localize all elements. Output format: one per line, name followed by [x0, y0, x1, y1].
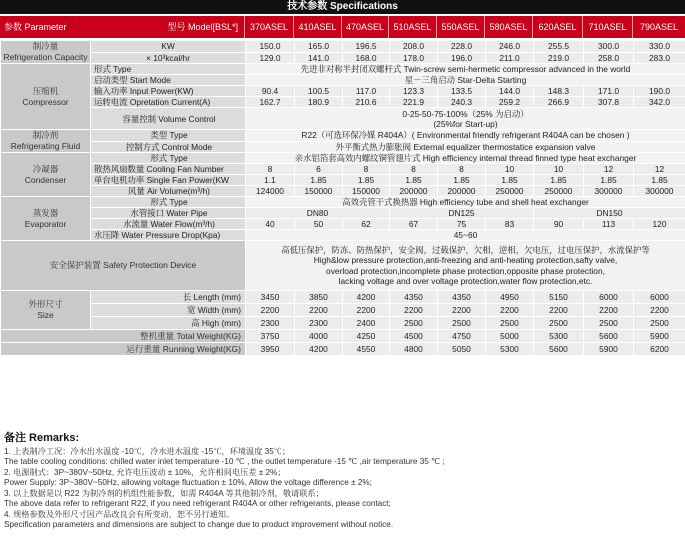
header-model-label: 型号 Model[BSL*] — [167, 22, 238, 32]
cell-value: 4350 — [390, 291, 438, 304]
cell-value: 1.1 — [246, 175, 295, 186]
cell-value: 210.6 — [343, 97, 390, 108]
cell-value: 4550 — [343, 343, 390, 356]
cell-value: 3950 — [246, 343, 295, 356]
cell-value: 8 — [390, 164, 438, 175]
row-label: 形式 Type — [91, 197, 246, 208]
cell-value: 1.85 — [584, 175, 634, 186]
cell-value: 240.3 — [438, 97, 486, 108]
cell-value: 2500 — [634, 317, 685, 330]
cell-value: 1.85 — [534, 175, 584, 186]
span-value: 星－三角启动 Star-Delta Starting — [246, 75, 685, 86]
cell-value: 4200 — [343, 291, 390, 304]
cell-value: 5050 — [438, 343, 486, 356]
cell-value: 1.85 — [634, 175, 685, 186]
cell-value: 2200 — [438, 304, 486, 317]
span-value: 45~60 — [246, 230, 685, 241]
cell-value: 4950 — [486, 291, 534, 304]
cell-value: 12 — [634, 164, 685, 175]
safety-line: lacking voltage and over voltage protection,water flow protection,etc. — [338, 276, 593, 286]
row-label: 整机重量 Total Weight(KG) — [1, 330, 246, 343]
cell-value: 168.0 — [343, 52, 390, 64]
row-label: 运行重量 Running Weight(KG) — [1, 343, 246, 356]
unit-kw: KW — [91, 41, 246, 53]
remark-line: The above data refer to refrigerant R22, if you need refrigerant R404A or other refrigerants, please contact; — [4, 499, 391, 508]
category-condenser: 冷凝器 Condenser — [1, 153, 91, 197]
row-label: 单台电机功率 Single Fan Power(KW — [91, 175, 246, 186]
model-header: 410ASEL — [294, 16, 342, 38]
cell-value: 12 — [584, 164, 634, 175]
row-label: 运转电流 Opretation Current(A) — [91, 97, 246, 108]
span-value — [246, 108, 685, 130]
span-value: 外平衡式热力膨胀阀 External equalizer thermostatice expansion valve — [246, 141, 685, 153]
cell-value: 219.0 — [534, 52, 584, 64]
cell-value: 150000 — [343, 186, 390, 197]
cell-value: 62 — [343, 219, 390, 230]
cell-value: 2500 — [584, 317, 634, 330]
span-value: DN80 — [246, 208, 390, 219]
remarks-section — [4, 433, 682, 531]
cell-value: 83 — [486, 219, 534, 230]
model-header: 580ASEL — [485, 16, 533, 38]
row-label: 形式 Type — [91, 64, 246, 75]
volume-line-2: (25%for Start-up) — [433, 118, 498, 129]
cell-value: 250000 — [534, 186, 584, 197]
row-label: 宽 Width (mm) — [91, 304, 246, 317]
row-label: 形式 Type — [91, 153, 246, 164]
header-parameter — [0, 16, 245, 38]
cell-value: 50 — [295, 219, 343, 230]
page-title: 技术参数 Specifications — [0, 0, 685, 14]
cell-value: 200000 — [390, 186, 438, 197]
cell-value: 283.0 — [634, 52, 685, 64]
cell-value: 200000 — [438, 186, 486, 197]
span-value: 先进非对称半封闭双螺杆式 Twin-screw semi-hermetic compressor advanced in the world — [246, 64, 685, 75]
cell-value: 2200 — [246, 304, 295, 317]
cell-value: 2400 — [343, 317, 390, 330]
cell-value: 123.3 — [390, 86, 438, 97]
cell-value: 150.0 — [246, 41, 295, 53]
cell-value: 190.0 — [634, 86, 685, 97]
cell-value: 5900 — [634, 330, 685, 343]
cell-value: 307.8 — [584, 97, 634, 108]
cell-value: 5150 — [534, 291, 584, 304]
table-header — [0, 16, 685, 38]
cell-value: 40 — [246, 219, 295, 230]
row-label: 输入功率 Input Power(KW) — [91, 86, 246, 97]
cell-value: 5600 — [534, 343, 584, 356]
cell-value: 10 — [534, 164, 584, 175]
cell-value: 5900 — [584, 343, 634, 356]
span-value: 高效壳管干式换热器 High efficiency tube and shell heat exchanger — [246, 197, 685, 208]
cell-value: 6000 — [584, 291, 634, 304]
cell-value: 342.0 — [634, 97, 685, 108]
model-header: 470ASEL — [342, 16, 389, 38]
cell-value: 100.5 — [295, 86, 343, 97]
cell-value: 5300 — [534, 330, 584, 343]
safety-line: High&low pressure protection,anti-freezing and anti-heating protection,safty valve, — [313, 255, 618, 265]
row-label: 启动类型 Start Mode — [91, 75, 246, 86]
category-refrigeration: 制冷量 Refrigeration Capacity — [1, 41, 91, 64]
cell-value: 4500 — [390, 330, 438, 343]
category-size: 外形尺寸 Size — [1, 291, 91, 330]
cell-value: 67 — [390, 219, 438, 230]
model-header: 790ASEL — [639, 22, 679, 32]
cell-value: 8 — [438, 164, 486, 175]
cell-value: 5300 — [486, 343, 534, 356]
cell-value: 1.85 — [390, 175, 438, 186]
remark-line: 2. 电源制式：3P~380V~50Hz, 允许电压波动 ± 10%，允许相间电压差 ± 2%； — [4, 467, 286, 477]
row-label: 风量 Air Volume(m³/h) — [91, 186, 246, 197]
cell-value: 2200 — [390, 304, 438, 317]
cell-value: 221.9 — [390, 97, 438, 108]
row-label: 水压降 Water Pressure Drop(Kpa) — [91, 230, 246, 241]
spec-table — [0, 40, 685, 356]
cell-value: 4000 — [295, 330, 343, 343]
cell-value: 228.0 — [438, 41, 486, 53]
row-label: 控制方式 Control Mode — [91, 141, 246, 153]
cell-value: 171.0 — [584, 86, 634, 97]
cell-value: 4200 — [295, 343, 343, 356]
cell-value: 165.0 — [295, 41, 343, 53]
row-label: 容量控制 Volume Control — [91, 108, 246, 130]
cell-value: 133.5 — [438, 86, 486, 97]
cell-value: 4350 — [438, 291, 486, 304]
cell-value: 2300 — [295, 317, 343, 330]
cell-value: 208.0 — [390, 41, 438, 53]
cell-value: 2500 — [486, 317, 534, 330]
category-fluid: 制冷剂 Refrigerating Fluid — [1, 130, 91, 153]
cell-value: 1.85 — [438, 175, 486, 186]
row-label: 高 High (mm) — [91, 317, 246, 330]
row-label: 类型 Type — [91, 130, 246, 142]
cell-value: 144.0 — [486, 86, 534, 97]
cell-value: 2500 — [390, 317, 438, 330]
row-label: 散热风扇数量 Cooling Fan Number — [91, 164, 246, 175]
cell-value: 2500 — [438, 317, 486, 330]
cell-value: 211.0 — [486, 52, 534, 64]
cell-value: 6200 — [634, 343, 685, 356]
cell-value: 2200 — [486, 304, 534, 317]
volume-line-1: 0-25-50-75-100%（25% 为启动） — [402, 108, 529, 119]
cell-value: 75 — [438, 219, 486, 230]
cell-value: 90 — [534, 219, 584, 230]
cell-value: 196.0 — [438, 52, 486, 64]
model-header: 620ASEL — [533, 16, 583, 38]
cell-value: 2500 — [534, 317, 584, 330]
cell-value: 330.0 — [634, 41, 685, 53]
cell-value: 2200 — [634, 304, 685, 317]
cell-value: 8 — [246, 164, 295, 175]
span-value: 亲水铝箔套高效内螺纹铜管翅片式 High efficiency internal thread finned type heat exchanger — [246, 153, 685, 164]
cell-value: 129.0 — [246, 52, 295, 64]
cell-value: 3850 — [295, 291, 343, 304]
cell-value: 300000 — [634, 186, 685, 197]
cell-value: 2300 — [246, 317, 295, 330]
cell-value: 4250 — [343, 330, 390, 343]
cell-value: 1.85 — [343, 175, 390, 186]
span-value: DN125 — [390, 208, 534, 219]
cell-value: 117.0 — [343, 86, 390, 97]
safety-line: 高低压保护，防冻、防热保护，安全阀，过载保护，欠相，逆相，欠电压，过电压保护，水流保护等 — [281, 244, 650, 255]
safety-line: overload protection,incomplete phase protection,opposite phase protection, — [326, 265, 605, 276]
cell-value: 113 — [584, 219, 634, 230]
row-label: 长 Length (mm) — [91, 291, 246, 304]
cell-value: 1.85 — [295, 175, 343, 186]
cell-value: 246.0 — [486, 41, 534, 53]
remark-line: The table cooling conditions: chilled water inlet temperature -10 ℃ , the outlet temperature -15 ℃ ,air temperature 35 ℃ ; — [4, 457, 445, 466]
cell-value: 150000 — [295, 186, 343, 197]
cell-value: 255.5 — [534, 41, 584, 53]
cell-value: 259.2 — [486, 97, 534, 108]
cell-value: 180.9 — [295, 97, 343, 108]
model-header: 510ASEL — [389, 16, 437, 38]
cell-value: 4750 — [438, 330, 486, 343]
cell-value: 266.9 — [534, 97, 584, 108]
unit-kcal: × 10³kcal/hr — [91, 52, 246, 64]
cell-value: 6 — [295, 164, 343, 175]
category-safety: 安全保护装置 Safety Protection Device — [1, 241, 246, 291]
cell-value: 6000 — [634, 291, 685, 304]
cell-value: 178.0 — [390, 52, 438, 64]
cell-value: 300.0 — [584, 41, 634, 53]
cell-value: 4800 — [390, 343, 438, 356]
cell-value: 196.5 — [343, 41, 390, 53]
cell-value: 5600 — [584, 330, 634, 343]
cell-value: 2200 — [534, 304, 584, 317]
cell-value: 1.85 — [486, 175, 534, 186]
span-value: R22（可选环保冷媒 R404A）( Environmental friendly refrigerant R404A can be chosen ) — [246, 130, 685, 142]
cell-value: 8 — [343, 164, 390, 175]
cell-value: 3750 — [246, 330, 295, 343]
cell-value: 141.0 — [295, 52, 343, 64]
model-header: 710ASEL — [583, 16, 633, 38]
cell-value: 90.4 — [246, 86, 295, 97]
cell-value: 148.3 — [534, 86, 584, 97]
cell-value: 162.7 — [246, 97, 295, 108]
category-compressor: 压缩机 Compressor — [1, 64, 91, 130]
cell-value: 300000 — [584, 186, 634, 197]
remark-line: Power Supply: 3P~380V~50Hz, allowing voltage fluctuation ± 10%, Allow the voltage difference ± 2%; — [4, 478, 372, 487]
cell-value: 250000 — [486, 186, 534, 197]
cell-value: 5000 — [486, 330, 534, 343]
cell-value: 258.0 — [584, 52, 634, 64]
cell-value: 3450 — [246, 291, 295, 304]
safety-description — [246, 241, 685, 291]
row-label: 水管接口 Water Pipe — [91, 208, 246, 219]
cell-value: 10 — [486, 164, 534, 175]
header-parameter-label: 参数 Parameter — [4, 22, 67, 32]
cell-value: 124000 — [246, 186, 295, 197]
row-label: 水流量 Water Flow(m³/h) — [91, 219, 246, 230]
cell-value: 2200 — [343, 304, 390, 317]
cell-value: 2200 — [584, 304, 634, 317]
remark-line: 1. 上表制冷工况：冷水出水温度 -10℃，冷水进水温度 -15℃，环境温度 35℃； — [4, 446, 291, 456]
remark-line: Specification parameters and dimensions are subject to change due to product improvement without notice. — [4, 520, 394, 529]
category-evaporator: 蒸发器 Evaporator — [1, 197, 91, 241]
model-header: 550ASEL — [437, 16, 485, 38]
remarks-title: 备注 Remarks: — [4, 432, 80, 444]
model-header: 370ASEL — [245, 16, 294, 38]
remark-line: 4. 规格参数及外形尺寸因产品改良会有所变动，恕不另行通知。 — [4, 509, 235, 519]
cell-value: 120 — [634, 219, 685, 230]
cell-value: 2200 — [295, 304, 343, 317]
span-value: DN150 — [534, 208, 685, 219]
remark-line: 3. 以上数据是以 R22 为制冷剂的机组性能参数，如需 R404A 等其他制冷剂，敬请联系； — [4, 488, 324, 498]
